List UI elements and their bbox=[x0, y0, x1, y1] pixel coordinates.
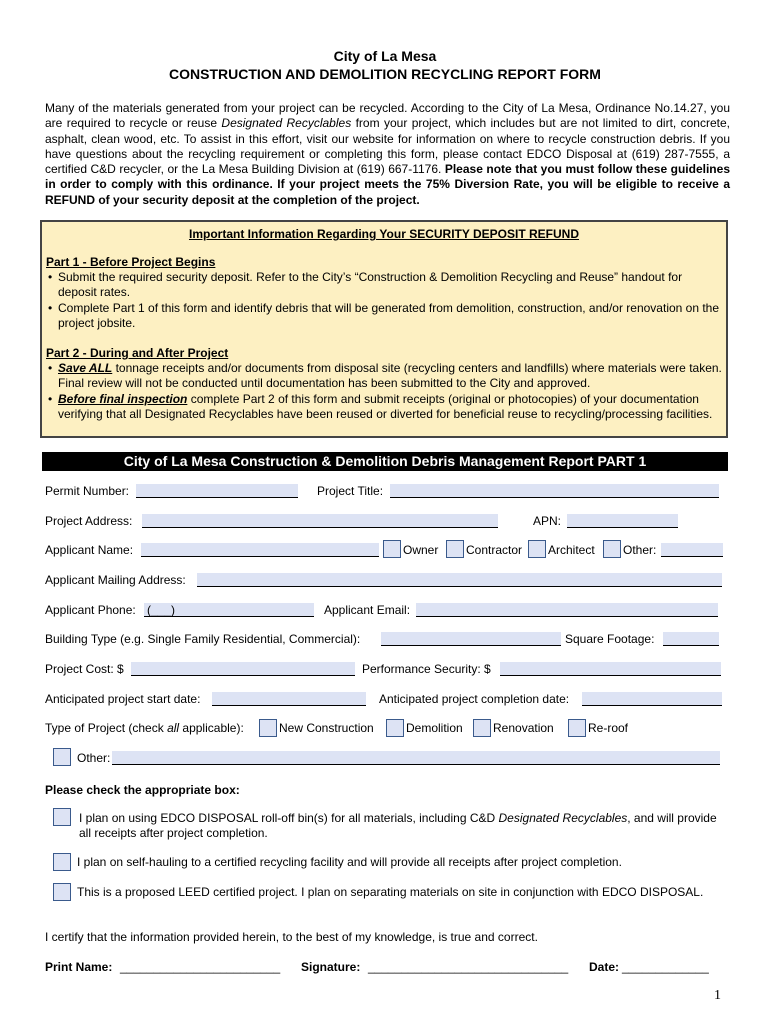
print-name-field[interactable]: ________________________ bbox=[120, 960, 281, 974]
project-address-field[interactable] bbox=[142, 514, 498, 528]
reroof-checkbox[interactable] bbox=[568, 719, 586, 737]
email-field[interactable] bbox=[416, 603, 718, 617]
other-type-checkbox[interactable] bbox=[53, 748, 71, 766]
email-label: Applicant Email: bbox=[324, 603, 411, 617]
other-type-label: Other: bbox=[77, 751, 111, 765]
leed-checkbox[interactable] bbox=[53, 883, 71, 901]
project-title-field[interactable] bbox=[390, 484, 719, 498]
phone-label: Applicant Phone: bbox=[45, 603, 136, 617]
date-label: Date: bbox=[589, 960, 620, 974]
page-number: 1 bbox=[714, 988, 721, 1003]
other-role-label: Other: bbox=[623, 543, 657, 557]
applicant-name-field[interactable] bbox=[141, 543, 379, 557]
edco-bin-checkbox[interactable] bbox=[53, 808, 71, 826]
part1-section-bar: City of La Mesa Construction & Demolition Debris Management Report PART 1 bbox=[42, 452, 728, 471]
owner-checkbox[interactable] bbox=[383, 540, 401, 558]
renovation-checkbox[interactable] bbox=[473, 719, 491, 737]
completion-date-field[interactable] bbox=[582, 692, 722, 706]
leed-option: This is a proposed LEED certified project. I plan on separating materials on site in conjunction with EDCO DISPOSAL. bbox=[77, 885, 704, 899]
square-footage-label: Square Footage: bbox=[565, 632, 655, 646]
project-type-label: Type of Project (check all applicable): bbox=[45, 721, 244, 735]
project-address-label: Project Address: bbox=[45, 514, 133, 528]
contractor-checkbox[interactable] bbox=[446, 540, 464, 558]
other-type-field[interactable] bbox=[112, 751, 720, 765]
print-name-label: Print Name: bbox=[45, 960, 113, 974]
signature-field[interactable]: ______________________________ bbox=[368, 960, 569, 974]
apn-field[interactable] bbox=[567, 514, 678, 528]
part2-heading: Part 2 - During and After Project bbox=[46, 346, 229, 360]
project-cost-field[interactable] bbox=[131, 662, 355, 676]
permit-number-label: Permit Number: bbox=[45, 484, 130, 498]
demolition-checkbox[interactable] bbox=[386, 719, 404, 737]
part2-bullet-1: • Save ALL tonnage receipts and/or documents from disposal site (recycling centers and landfills) where materials were taken. Final review will not be conducted until documentation has been submitted to the City and approved. bbox=[48, 361, 722, 390]
mailing-address-label: Applicant Mailing Address: bbox=[45, 573, 186, 587]
other-role-field[interactable] bbox=[661, 543, 723, 557]
certification-statement: I certify that the information provided herein, to the best of my knowledge, is true and correct. bbox=[45, 930, 538, 944]
options-heading: Please check the appropriate box: bbox=[45, 783, 240, 797]
architect-label: Architect bbox=[548, 543, 595, 557]
part2-bullet-2: • Before final inspection complete Part 2 of this form and submit receipts (original or photocopies) of your documentation verifying that all Designated Recyclables have been reused or diverted for beneficial reuse to recycling/processing facilities. bbox=[48, 392, 713, 421]
infobox-heading: Important Information Regarding Your SECURITY DEPOSIT REFUND bbox=[188, 227, 580, 241]
permit-number-field[interactable] bbox=[136, 484, 298, 498]
performance-security-label: Performance Security: $ bbox=[362, 662, 491, 676]
architect-checkbox[interactable] bbox=[528, 540, 546, 558]
intro-paragraph: Many of the materials generated from your project can be recycled. According to the City of La Mesa, Ordinance No.14.27, you are required to recycle or reuse Designated Recyclables from your project, which includes but are not limited to dirt, concrete, asphalt, clean wood, etc. To assist in this effort, visit our website for information on where to recycle construction debris. If you have questions about the recycling requirement or completing this form, please contact EDCO Disposal at (619) 287-7555, a certified C&D recycler, or the La Mesa Building Division at (619) 667-1176. Please note that you must follow these guidelines in order to comply with this ordinance. If your project meets the 75% Diversion Rate, you will be eligible to receive a REFUND of your security deposit at the completion of the project. bbox=[45, 101, 730, 207]
part1-heading: Part 1 - Before Project Begins bbox=[46, 255, 216, 269]
start-date-label: Anticipated project start date: bbox=[45, 692, 201, 706]
applicant-name-label: Applicant Name: bbox=[45, 543, 134, 557]
new-construction-checkbox[interactable] bbox=[259, 719, 277, 737]
part1-bullet-2: • Complete Part 1 of this form and identify debris that will be generated from demolition, construction, and/or renovation on the project jobsite. bbox=[48, 301, 720, 330]
other-role-checkbox[interactable] bbox=[603, 540, 621, 558]
project-cost-label: Project Cost: $ bbox=[45, 662, 124, 676]
mailing-address-field[interactable] bbox=[197, 573, 722, 587]
apn-label: APN: bbox=[533, 514, 562, 528]
security-deposit-infobox bbox=[40, 220, 728, 438]
project-title-label: Project Title: bbox=[317, 484, 384, 498]
performance-security-field[interactable] bbox=[500, 662, 721, 676]
building-type-field[interactable] bbox=[381, 632, 561, 646]
part1-bullet-1: • Submit the required security deposit. Refer to the City’s “Construction & Demolition Recycling and Reuse” handout for deposit rates. bbox=[48, 270, 683, 299]
new-construction-label: New Construction bbox=[279, 721, 374, 735]
signature-label: Signature: bbox=[301, 960, 361, 974]
demolition-label: Demolition bbox=[406, 721, 463, 735]
reroof-label: Re-roof bbox=[588, 721, 629, 735]
contractor-label: Contractor bbox=[466, 543, 523, 557]
renovation-label: Renovation bbox=[493, 721, 554, 735]
edco-bin-option: I plan on using EDCO DISPOSAL roll-off bin(s) for all materials, including C&D Designated Recyclables, and will provide all receipts after project completion. bbox=[79, 811, 717, 840]
city-title: City of La Mesa bbox=[333, 48, 437, 64]
owner-label: Owner bbox=[403, 543, 439, 557]
self-haul-option: I plan on self-hauling to a certified recycling facility and will provide all receipts after project completion. bbox=[77, 855, 622, 869]
form-title: CONSTRUCTION AND DEMOLITION RECYCLING REPORT FORM bbox=[169, 66, 601, 82]
date-field[interactable]: _____________ bbox=[622, 960, 709, 974]
square-footage-field[interactable] bbox=[663, 632, 719, 646]
start-date-field[interactable] bbox=[212, 692, 366, 706]
self-haul-checkbox[interactable] bbox=[53, 853, 71, 871]
completion-date-label: Anticipated project completion date: bbox=[379, 692, 570, 706]
phone-area-code: (___) bbox=[147, 603, 176, 617]
building-type-label: Building Type (e.g. Single Family Residential, Commercial): bbox=[45, 632, 361, 646]
